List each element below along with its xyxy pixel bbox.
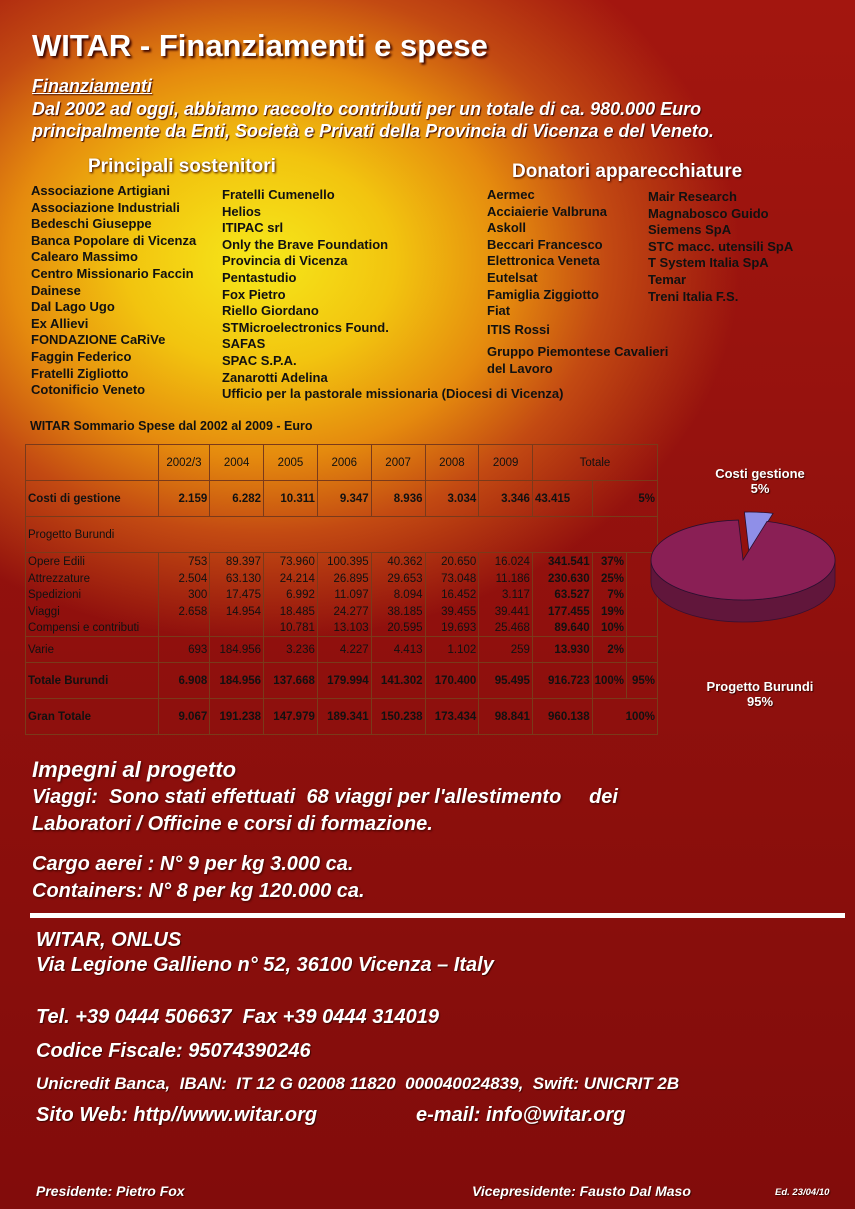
sostenitori-list-1: [31, 183, 196, 399]
list-item: Centro Missionario Faccin: [31, 265, 194, 281]
list-item: Aermec: [487, 187, 535, 202]
col-header: 2005: [264, 445, 318, 481]
contact-org: WITAR, ONLUS: [36, 929, 182, 951]
list-item: Elettronica Veneta: [487, 253, 600, 269]
table-row-varie: Varie 693 184.956 3.236 4.227 4.413 1.102 259 13.930 2%: [26, 637, 658, 663]
list-item: Banca Popolare di Vicenza: [31, 232, 197, 248]
list-item: STC macc. utensili SpA: [648, 238, 794, 254]
pie-label-costi-pct: 5%: [750, 481, 770, 496]
impegni-line3: Cargo aerei : N° 9 per kg 3.000 ca.: [32, 853, 354, 875]
impegni-line1: Viaggi: Sono stati effettuati 68 viaggi per l'allestimento dei: [32, 786, 618, 808]
sostenitori-heading: Principali sostenitori: [88, 156, 276, 177]
list-item: FONDAZIONE CaRiVe: [31, 332, 166, 348]
footer-edition: Ed. 23/04/10: [775, 1187, 830, 1198]
list-item: Fox Pietro: [222, 286, 286, 302]
list-item: Eutelsat: [487, 269, 538, 285]
list-item: Pentastudio: [222, 269, 297, 285]
impegni-line2: Laboratori / Officine e corsi di formazione.: [32, 813, 433, 835]
list-item: Fratelli Zigliotto: [31, 365, 129, 381]
contact-tel: Tel. +39 0444 506637 Fax +39 0444 314019: [36, 1006, 439, 1028]
list-item: Associazione Artigiani: [31, 183, 170, 198]
footer-vicepresidente: Vicepresidente: Fausto Dal Maso: [472, 1183, 691, 1199]
table-row-totale-burundi: Totale Burundi 6.908 184.956 137.668 179.994 141.302 170.400 95.495 916.723 100% 95%: [26, 663, 658, 699]
pie-label-burundi: [690, 679, 830, 709]
list-item: Beccari Francesco: [487, 236, 603, 252]
list-item: del Lavoro: [487, 360, 553, 376]
list-item: Provincia di Vicenza: [222, 253, 348, 269]
list-item: T System Italia SpA: [648, 255, 769, 271]
col-header: 2007: [371, 445, 425, 481]
table-row: Opere Edili 753 89.397 73.960 100.395 40.362 20.650 16.024 341.541 37%: [26, 553, 658, 571]
list-item: Riello Giordano: [222, 303, 319, 319]
finanziamenti-heading: Finanziamenti: [32, 76, 153, 96]
contact-cf: Codice Fiscale: 95074390246: [36, 1040, 311, 1062]
divider: [30, 913, 845, 918]
list-item: Zanarotti Adelina: [222, 369, 328, 385]
spese-table: [25, 444, 658, 735]
finanziamenti-text: Dal 2002 ad oggi, abbiamo raccolto contributi per un totale di ca. 980.000 Euro principalmente da Enti, Società e Privati della Provincia di Vicenza e del Veneto.: [32, 99, 714, 141]
list-item: Ex Allievi: [31, 315, 89, 331]
table-row: Compensi e contributi 10.781 13.103 20.595 19.693 25.468 89.640 10%: [26, 620, 658, 637]
summary-title: WITAR Sommario Spese dal 2002 al 2009 - Euro: [30, 419, 313, 433]
table-row: Viaggi 2.658 14.954 18.485 24.277 38.185 39.455 39.441 177.455 19%: [26, 604, 658, 621]
list-item: Cotonificio Veneto: [31, 382, 146, 398]
list-item: Associazione Industriali: [31, 199, 180, 215]
list-item: Calearo Massimo: [31, 249, 138, 265]
list-item: Famiglia Ziggiotto: [487, 286, 599, 302]
col-header: 2004: [210, 445, 264, 481]
table-row-costi: Costi di gestione 2.159 6.282 10.311 9.347 8.936 3.034 3.346 43.415 5%: [26, 481, 658, 517]
list-item: Dal Lago Ugo: [31, 299, 115, 315]
pie-label-costi-name: Costi gestione: [715, 466, 805, 481]
contact-email[interactable]: e-mail: info@witar.org: [416, 1104, 626, 1126]
list-item: Ufficio per la pastorale missionaria (Diocesi di Vicenza): [222, 386, 564, 402]
donatori-list-1: [487, 187, 668, 377]
list-item: Magnabosco Guido: [648, 205, 769, 221]
list-item: Mair Research: [648, 189, 737, 204]
table-row: Attrezzature 2.504 63.130 24.214 26.895 29.653 73.048 11.186 230.630 25%: [26, 571, 658, 588]
list-item: Acciaierie Valbruna: [487, 203, 607, 219]
table-header-row: [26, 445, 658, 481]
list-item: Dainese: [31, 282, 81, 298]
list-item: Bedeschi Giuseppe: [31, 216, 152, 232]
col-header: 2002/3: [158, 445, 210, 481]
list-item: STMicroelectronics Found.: [222, 319, 389, 335]
col-header: 2008: [425, 445, 479, 481]
donatori-list-2: [648, 187, 793, 303]
list-item: Treni Italia F.S.: [648, 288, 739, 304]
col-header: 2006: [317, 445, 371, 481]
contact-address: Via Legione Gallieno n° 52, 36100 Vicenza – Italy: [36, 954, 494, 976]
pie-label-costi: [690, 466, 830, 496]
list-item: SAFAS: [222, 336, 266, 352]
list-item: ITIS Rossi: [487, 322, 550, 338]
list-item: Temar: [648, 271, 687, 287]
table-row-gran-totale: Gran Totale 9.067 191.238 147.979 189.341 150.238 173.434 98.841 960.138 100%: [26, 699, 658, 735]
col-header-totale: Totale: [532, 445, 657, 481]
burundi-rows: [26, 553, 658, 637]
list-item: Siemens SpA: [648, 222, 732, 238]
impegni-heading: Impegni al progetto: [32, 757, 237, 782]
list-item: Fiat: [487, 303, 511, 319]
list-item: Only the Brave Foundation: [222, 236, 389, 252]
list-item: Fratelli Cumenello: [222, 187, 335, 202]
table-row: Spedizioni 300 17.475 6.992 11.097 8.094 16.452 3.117 63.527 7%: [26, 587, 658, 604]
donatori-heading: Donatori apparecchiature: [512, 161, 743, 182]
pie-chart: [648, 510, 848, 650]
impegni-line4: Containers: N° 8 per kg 120.000 ca.: [32, 880, 365, 902]
list-item: Askoll: [487, 220, 527, 236]
pie-slice-1: [651, 520, 835, 600]
contact-web[interactable]: Sito Web: http//www.witar.org: [36, 1104, 318, 1126]
page-title: WITAR - Finanziamenti e spese: [32, 28, 488, 63]
contact-bank: Unicredit Banca, IBAN: IT 12 G 02008 11820 000040024839, Swift: UNICRIT 2B: [36, 1074, 680, 1093]
list-item: Gruppo Piemontese Cavalieri: [487, 344, 669, 360]
list-item: Faggin Federico: [31, 348, 132, 364]
footer-presidente: Presidente: Pietro Fox: [36, 1183, 185, 1199]
list-item: ITIPAC srl: [222, 220, 284, 236]
pie-label-burundi-pct: 95%: [746, 694, 774, 709]
list-item: SPAC S.P.A.: [222, 352, 297, 368]
col-header: 2009: [479, 445, 533, 481]
list-item: Helios: [222, 203, 262, 219]
table-row-burundi-heading: Progetto Burundi: [26, 517, 658, 553]
pie-label-burundi-name: Progetto Burundi: [706, 679, 814, 694]
